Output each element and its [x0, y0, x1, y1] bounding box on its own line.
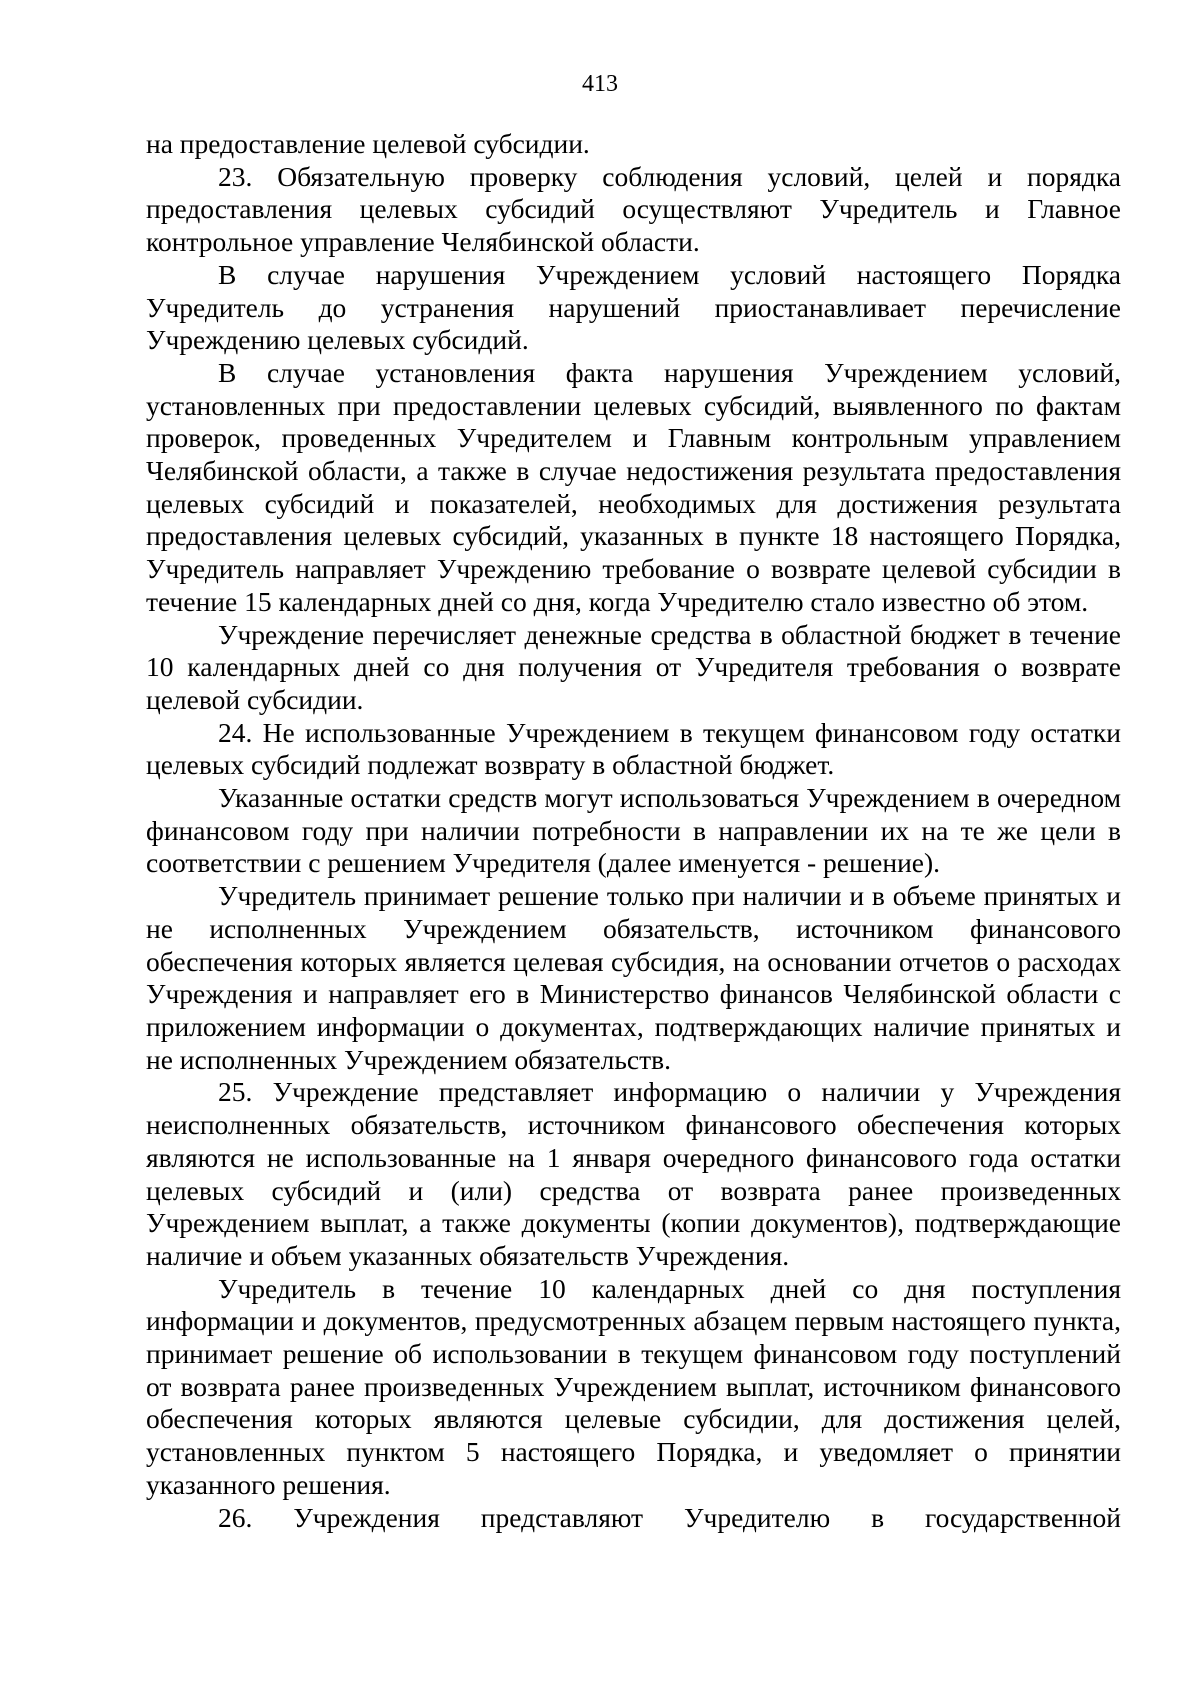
paragraph-return-demand: В случае установления факта нарушения Учреждением условий, установленных при предоставлении целевых субсидий, выявленного по фактам проверок, проведенных Учредителем и Главным контрольным управлением Челябинской области, а также в случае недостижения результата предоставления целевых субсидий и показателей, необходимых для достижения результата предоставления целевых субсидий, указанных в пункте 18 настоящего Порядка, Учредитель направляет Учреждению требование о возврате целевой субсидии в течение 15 календарных дней со дня, когда Учредителю стало известно об этом. — [146, 356, 1121, 617]
paragraph-item-24: 24. Не использованные Учреждением в текущем финансовом году остатки целевых субсидий подлежат возврату в областной бюджет. — [146, 716, 1121, 781]
paragraph-item-23: 23. Обязательную проверку соблюдения условий, целей и порядка предоставления целевых субсидий осуществляют Учредитель и Главное контрольное управление Челябинской области. — [146, 160, 1121, 258]
paragraph-decision-deadline: Учредитель в течение 10 календарных дней со дня поступления информации и документов, предусмотренных абзацем первым настоящего пункта, принимает решение об использовании в текущем финансовом году поступлений от возврата ранее произведенных Учреждением выплат, источником финансового обеспечения которых являются целевые субсидии, для достижения целей, установленных пунктом 5 настоящего Порядка, и уведомляет о принятии указанного решения. — [146, 1272, 1121, 1500]
page-number: 413 — [582, 71, 618, 97]
paragraph-violation-suspension: В случае нарушения Учреждением условий настоящего Порядка Учредитель до устранения нарушений приостанавливает перечисление Учреждению целевых субсидий. — [146, 258, 1121, 356]
document-body — [146, 128, 1121, 1534]
paragraph-transfer-to-budget: Учреждение перечисляет денежные средства в областной бюджет в течение 10 календарных дней со дня получения от Учредителя требования о возврате целевой субсидии. — [146, 618, 1121, 715]
paragraph-remaining-funds: Указанные остатки средств могут использоваться Учреждением в очередном финансовом году при наличии потребности в направлении их на те же цели в соответствии с решением Учредителя (далее именуется - решение). — [146, 782, 1121, 879]
paragraph-founder-decision: Учредитель принимает решение только при наличии и в объеме принятых и не исполненных Учреждением обязательств, источником финансового обеспечения которых является целевая субсидия, на основании отчетов о расходах Учреждения и направляет его в Министерство финансов Челябинской области с приложением информации о документах, подтверждающих наличие принятых и не исполненных Учреждением обязательств. — [146, 880, 1121, 1075]
paragraph-continuation: на предоставление целевой субсидии. — [146, 128, 590, 159]
paragraph-item-25: 25. Учреждение представляет информацию о наличии у Учреждения неисполненных обязательств, источником финансового обеспечения которых являются не использованные на 1 января очередного финансового года остатки целевых субсидий и (или) средства от возврата ранее произведенных Учреждением выплат, а также документы (копии документов), подтверждающие наличие и объем указанных обязательств Учреждения. — [146, 1076, 1121, 1271]
paragraph-item-26: 26. Учреждения представляют Учредителю в государственной — [218, 1501, 1121, 1533]
